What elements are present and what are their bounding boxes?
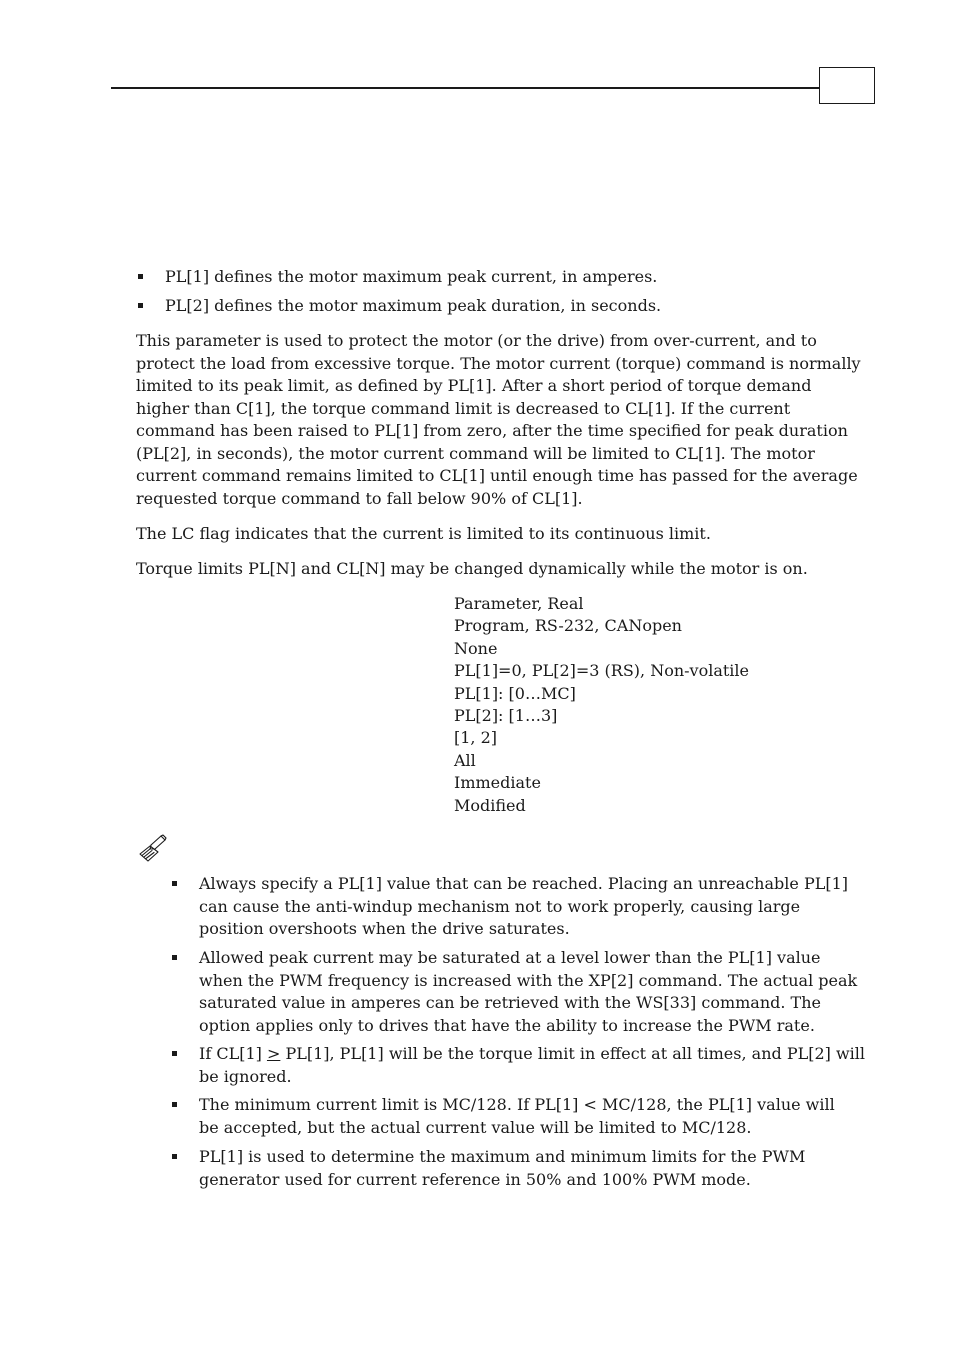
description-paragraph bbox=[136, 330, 861, 510]
note-bullet-marker bbox=[172, 1051, 177, 1056]
paragraph-line: (PL[2], in seconds), the motor current command will be limited to CL[1]. The motor bbox=[136, 443, 815, 463]
note-bullet-marker bbox=[172, 1102, 177, 1107]
attribute-activate: Immediate bbox=[454, 773, 541, 793]
attribute-default: PL[1]=0, PL[2]=3 (RS), Non-volatile bbox=[454, 661, 750, 681]
definition-bullet-pl2: PL[2] defines the motor maximum peak duration, in seconds. bbox=[165, 296, 662, 315]
attribute-range-pl1: PL[1]: [0…MC] bbox=[454, 683, 576, 703]
note-bullet-marker bbox=[172, 955, 177, 960]
note-line: position overshoots when the drive saturates. bbox=[199, 919, 570, 938]
attribute-restrictions: None bbox=[454, 638, 498, 658]
note-item bbox=[199, 1043, 866, 1088]
note-text: PL[1], PL[1] will be the torque limit in effect at all times, and PL[2] will bbox=[280, 1044, 866, 1063]
note-line: PL[1] is used to determine the maximum and minimum limits for the PWM bbox=[199, 1147, 806, 1166]
note-line: be ignored. bbox=[199, 1066, 292, 1086]
attribute-type: Parameter, Real bbox=[454, 594, 584, 613]
attribute-status: Modified bbox=[454, 795, 526, 815]
note-line: when the PWM frequency is increased with the XP[2] command. The actual peak bbox=[199, 970, 858, 990]
paragraph-line: command has been raised to PL[1] from zero, after the time specified for peak duration bbox=[136, 421, 848, 440]
definition-bullet-pl1: PL[1] defines the motor maximum peak current, in amperes. bbox=[165, 267, 658, 286]
page-number-box bbox=[819, 67, 875, 104]
note-line bbox=[199, 1043, 866, 1066]
lc-flag-text: The LC flag indicates that the current is limited to its continuous limit. bbox=[136, 524, 711, 543]
attribute-range-pl2: PL[2]: [1…3] bbox=[454, 706, 558, 726]
bullet-marker bbox=[138, 274, 143, 279]
note-line: generator used for current reference in 50% and 100% PWM mode. bbox=[199, 1169, 751, 1189]
paragraph-line: limited to its peak limit, as defined by PL[1]. After a short period of torque demand bbox=[136, 376, 812, 395]
paragraph-line: This parameter is used to protect the motor (or the drive) from over-current, and to bbox=[136, 331, 817, 350]
bullet-marker bbox=[138, 303, 143, 308]
paragraph-line: requested torque command to fall below 90% of CL[1]. bbox=[136, 488, 583, 508]
note-bullet-marker bbox=[172, 881, 177, 886]
attribute-source: Program, RS-232, CANopen bbox=[454, 616, 682, 636]
note-line: be accepted, but the actual current value will be limited to MC/128. bbox=[199, 1117, 752, 1137]
paragraph-line: higher than C[1], the torque command limit is decreased to CL[1]. If the current bbox=[136, 398, 791, 418]
note-line: option applies only to drives that have the ability to increase the PWM rate. bbox=[199, 1015, 815, 1035]
greater-or-equal-symbol: > bbox=[266, 1044, 281, 1063]
attribute-unit-modes: All bbox=[454, 750, 476, 770]
paragraph-line: protect the load from excessive torque. The motor current (torque) command is normally bbox=[136, 353, 861, 373]
paragraph-line: current command remains limited to CL[1] until enough time has passed for the average bbox=[136, 466, 858, 485]
note-line: Allowed peak current may be saturated at a level lower than the PL[1] value bbox=[199, 948, 821, 967]
note-text: If CL[1] bbox=[199, 1044, 267, 1063]
note-line: Always specify a PL[1] value that can be reached. Placing an unreachable PL[1] bbox=[199, 874, 848, 893]
dynamic-limits-text: Torque limits PL[N] and CL[N] may be changed dynamically while the motor is on. bbox=[136, 559, 808, 578]
attribute-index-range: [1, 2] bbox=[454, 728, 498, 748]
dynamic-limits-paragraph bbox=[136, 558, 826, 581]
header-rule bbox=[111, 87, 820, 89]
note-item bbox=[199, 947, 858, 1037]
pencil-note-icon bbox=[137, 834, 167, 864]
attribute-values bbox=[454, 593, 749, 817]
note-item bbox=[199, 1146, 829, 1191]
note-line: saturated value in amperes can be retrieved with the WS[33] command. The bbox=[199, 993, 821, 1012]
note-item bbox=[199, 1094, 835, 1139]
note-line: can cause the anti-windup mechanism not to work properly, causing large bbox=[199, 896, 801, 916]
note-item bbox=[199, 873, 848, 941]
lc-flag-paragraph bbox=[136, 523, 826, 546]
note-line: The minimum current limit is MC/128. If PL[1] < MC/128, the PL[1] value will bbox=[199, 1095, 835, 1114]
note-bullet-marker bbox=[172, 1154, 177, 1159]
